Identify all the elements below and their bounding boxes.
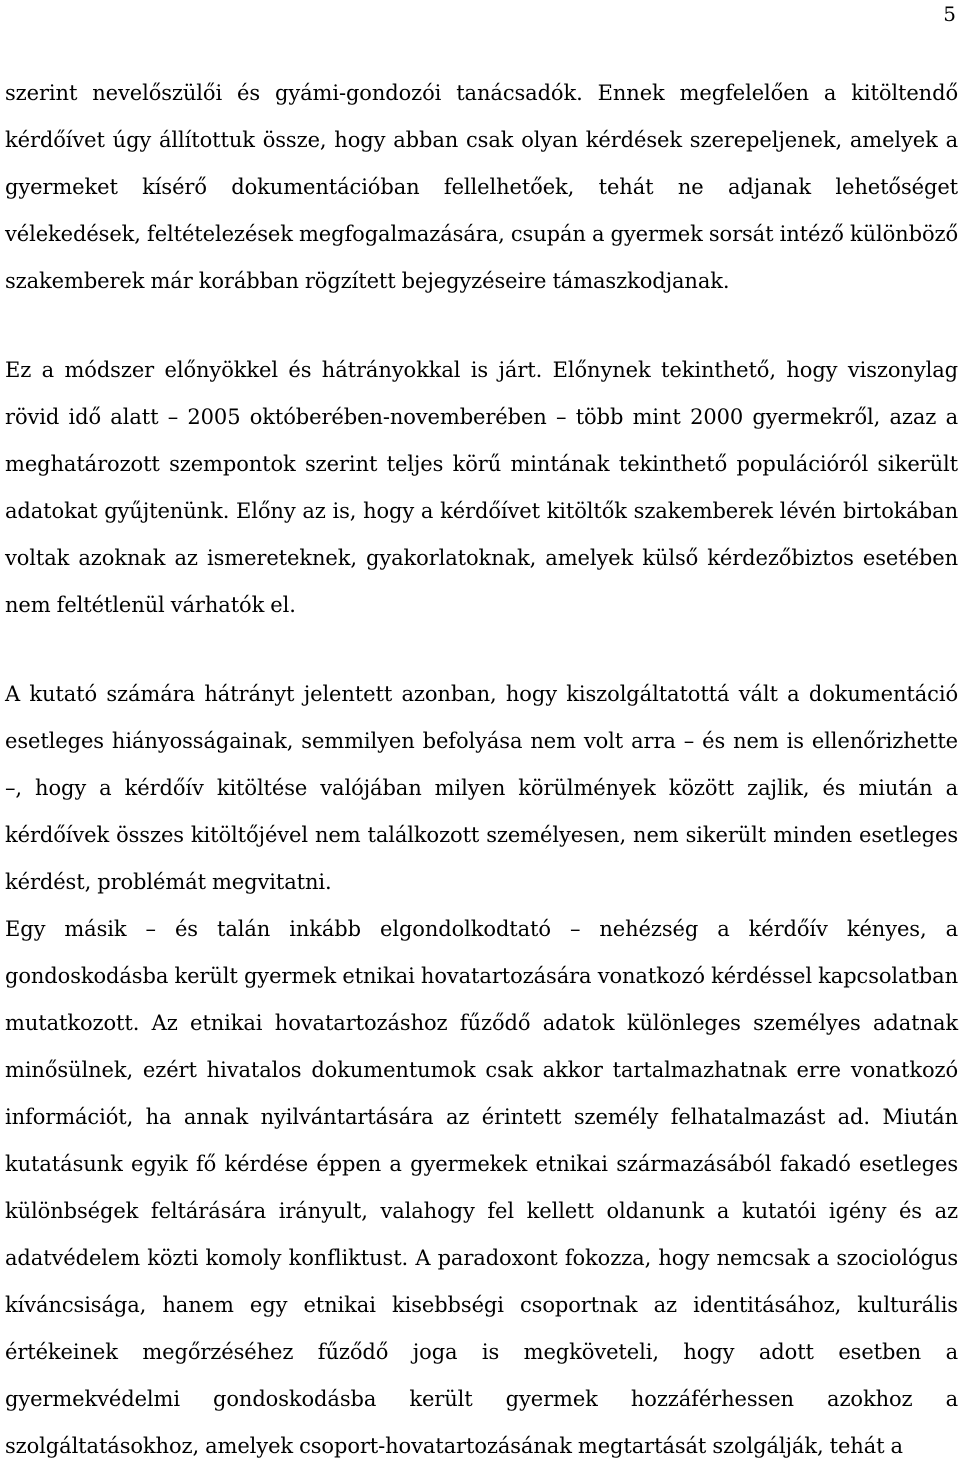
paragraph-methodology: szerint nevelőszülői és gyámi-gondozói tanácsadók. Ennek megfelelően a kitöltendő kérdőívet úgy állítottuk össze, hogy abban csak olyan kérdések szerepeljenek, amelyek a gyermeket kísérő dokumentációban fellelhetőek, tehát ne adjanak lehetőséget vélekedések, feltételezések megfogalmazására, csupán a gyermek sorsát intéző különböző szakemberek már korábban rögzített bejegyzéseire támaszkodjanak. bbox=[5, 81, 958, 293]
paragraph-ethnicity-issue: Egy másik – és talán inkább elgondolkodtató – nehézség a kérdőív kényes, a gondoskodásba került gyermek etnikai hovatartozására vonatkozó kérdéssel kapcsolatban mutatkozott. Az etnikai hovatartozáshoz fűződő adatok különleges személyes adatnak minősülnek, ezért hivatalos dokumentumok csak akkor tartalmazhatnak erre vonatkozó információt, ha annak nyilvántartására az érintett személy felhatalmazást ad. Miután kutatásunk egyik fő kérdése éppen a gyermekek etnikai származásából fakadó esetleges különbségek feltárására irányult, valahogy fel kellett oldanunk a kutatói igény és az adatvédelem közti komoly konfliktust. A paradoxont fokozza, hogy nemcsak a szociológus kíváncsisága, hanem egy etnikai kisebbségi csoportnak az identitásához, kulturális értékeinek megőrzéséhez fűződő joga is megköveteli, hogy adott esetben a gyermekvédelmi gondoskodásba került gyermek hozzáférhessen azokhoz a szolgáltatásokhoz, amelyek csoport-hovatartozásának megtartását szolgálják, tehát a bbox=[5, 917, 958, 1458]
paragraph-disadvantages: A kutató számára hátrányt jelentett azonban, hogy kiszolgáltatottá vált a dokumentáció esetleges hiányosságainak, semmilyen befolyása nem volt arra – és nem is ellenőrizhette –, hogy a kérdőív kitöltése valójában milyen körülmények között zajlik, és miután a kérdőívek összes kitöltőjével nem találkozott személyesen, nem sikerült minden esetleges kérdést, problémát megvitatni. bbox=[5, 682, 958, 894]
page-number: 5 bbox=[943, 2, 956, 26]
document-body bbox=[5, 70, 958, 1470]
paragraph-advantages: Ez a módszer előnyökkel és hátrányokkal is járt. Előnynek tekinthető, hogy viszonylag rövid idő alatt – 2005 októberében-novemberében – több mint 2000 gyermekről, azaz a meghatározott szempontok szerint teljes körű mintának tekinthető populációról sikerült adatokat gyűjtenünk. Előny az is, hogy a kérdőívet kitöltők szakemberek lévén birtokában voltak azoknak az ismereteknek, gyakorlatoknak, amelyek külső kérdezőbiztos esetében nem feltétlenül várhatók el. bbox=[5, 358, 958, 617]
